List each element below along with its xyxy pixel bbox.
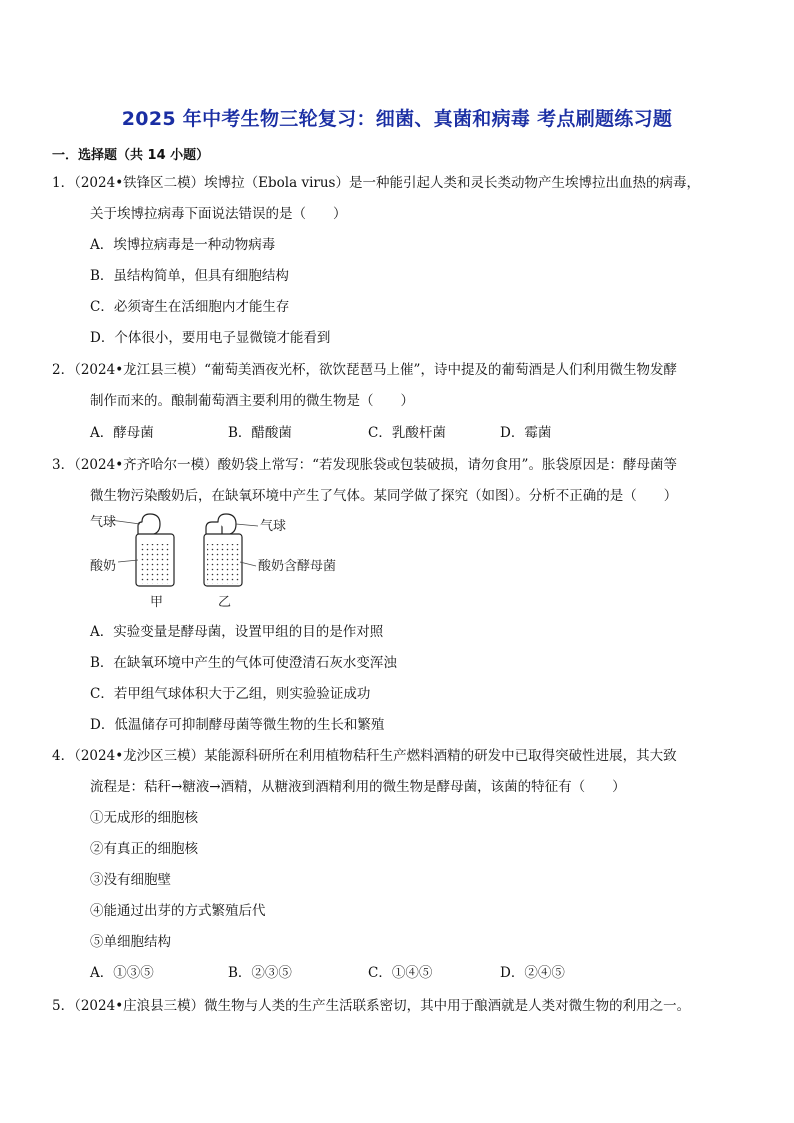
figure-label-jia: 甲 xyxy=(150,595,164,610)
q1-stem-line2: 关于埃博拉病毒下面说法错误的是（ ） xyxy=(90,206,347,222)
q2-option-c: C．乳酸杆菌 xyxy=(368,425,446,441)
q4-statement-5: ⑤单细胞结构 xyxy=(90,934,171,950)
q1-option-d: D．个体很小，要用电子显微镜才能看到 xyxy=(90,330,331,346)
figure-label-balloon-right: 气球 xyxy=(260,519,287,534)
q4-statement-4: ④能通过出芽的方式繁殖后代 xyxy=(90,903,266,919)
q1-option-a: A．埃博拉病毒是一种动物病毒 xyxy=(90,237,276,253)
q3-stem-line1: 3．（2024•齐齐哈尔一模）酸奶袋上常写：“若发现胀袋或包装破损，请勿食用”。胀袋原因是：酵母菌等 xyxy=(52,457,677,473)
q4-statement-3: ③没有细胞壁 xyxy=(90,872,171,888)
q3-stem-line2: 微生物污染酸奶后，在缺氧环境中产生了气体。某同学做了探究（如图）。分析不正确的是（ ） xyxy=(90,488,678,504)
q4-option-d: D．②④⑤ xyxy=(500,965,565,981)
q4-stem-line1: 4．（2024•龙沙区三模）某能源科研所在利用植物秸秆生产燃料酒精的研发中已取得突破性进展，其大致 xyxy=(52,748,677,764)
q2-option-b: B．醋酸菌 xyxy=(228,425,292,441)
q4-option-b: B．②③⑤ xyxy=(228,965,292,981)
q2-option-d: D．霉菌 xyxy=(500,425,552,441)
experiment-figure xyxy=(90,512,350,612)
q1-option-c: C．必须寄生在活细胞内才能生存 xyxy=(90,299,290,315)
q2-option-a: A．酵母菌 xyxy=(90,425,154,441)
q4-statement-1: ①无成形的细胞核 xyxy=(90,810,198,826)
q4-stem-line2: 流程是：秸秆→糖液→酒精，从糖液到酒精利用的微生物是酵母菌，该菌的特征有（ ） xyxy=(90,779,626,795)
figure-label-yi: 乙 xyxy=(218,595,232,610)
balloon-right-icon xyxy=(206,522,222,534)
q4-statement-2: ②有真正的细胞核 xyxy=(90,841,198,857)
q4-option-a: A．①③⑤ xyxy=(90,965,154,981)
figure-label-content-left: 酸奶 xyxy=(90,559,117,574)
q5-stem-line1: 5．（2024•庄浪县三模）微生物与人类的生产生活联系密切，其中用于酿酒就是人类对微生物的利用之一。 xyxy=(52,998,691,1014)
figure-label-content-right: 酸奶含酵母菌 xyxy=(258,559,337,574)
q2-stem-line2: 制作而来的。酿制葡萄酒主要利用的微生物是（ ） xyxy=(90,393,414,409)
q2-stem-line1: 2．（2024•龙江县三模）“葡萄美酒夜光杯，欲饮琵琶马上催”，诗中提及的葡萄酒是人们利用微生物发酵 xyxy=(52,362,677,378)
q3-option-b: B．在缺氧环境中产生的气体可使澄清石灰水变浑浊 xyxy=(90,655,397,671)
bag-jia xyxy=(110,514,174,586)
q3-option-d: D．低温储存可抑制酵母菌等微生物的生长和繁殖 xyxy=(90,717,385,733)
q3-option-a: A．实验变量是酵母菌，设置甲组的目的是作对照 xyxy=(90,624,384,640)
figure-label-balloon-left: 气球 xyxy=(90,515,117,530)
q1-option-b: B．虽结构简单，但具有细胞结构 xyxy=(90,268,289,284)
page-title: 2025 年中考生物三轮复习：细菌、真菌和病毒 考点刷题练习题 xyxy=(121,108,673,130)
q1-stem-line1: 1．（2024•铁锋区二模）埃博拉（Ebola virus）是一种能引起人类和灵长类动物产生埃博拉出血热的病毒， xyxy=(52,175,700,191)
bag-yi xyxy=(204,514,258,586)
q3-option-c: C．若甲组气球体积大于乙组，则实验验证成功 xyxy=(90,686,371,702)
section-heading: 一．选择题（共 14 小题） xyxy=(52,148,210,163)
q4-option-c: C．①④⑤ xyxy=(368,965,433,981)
